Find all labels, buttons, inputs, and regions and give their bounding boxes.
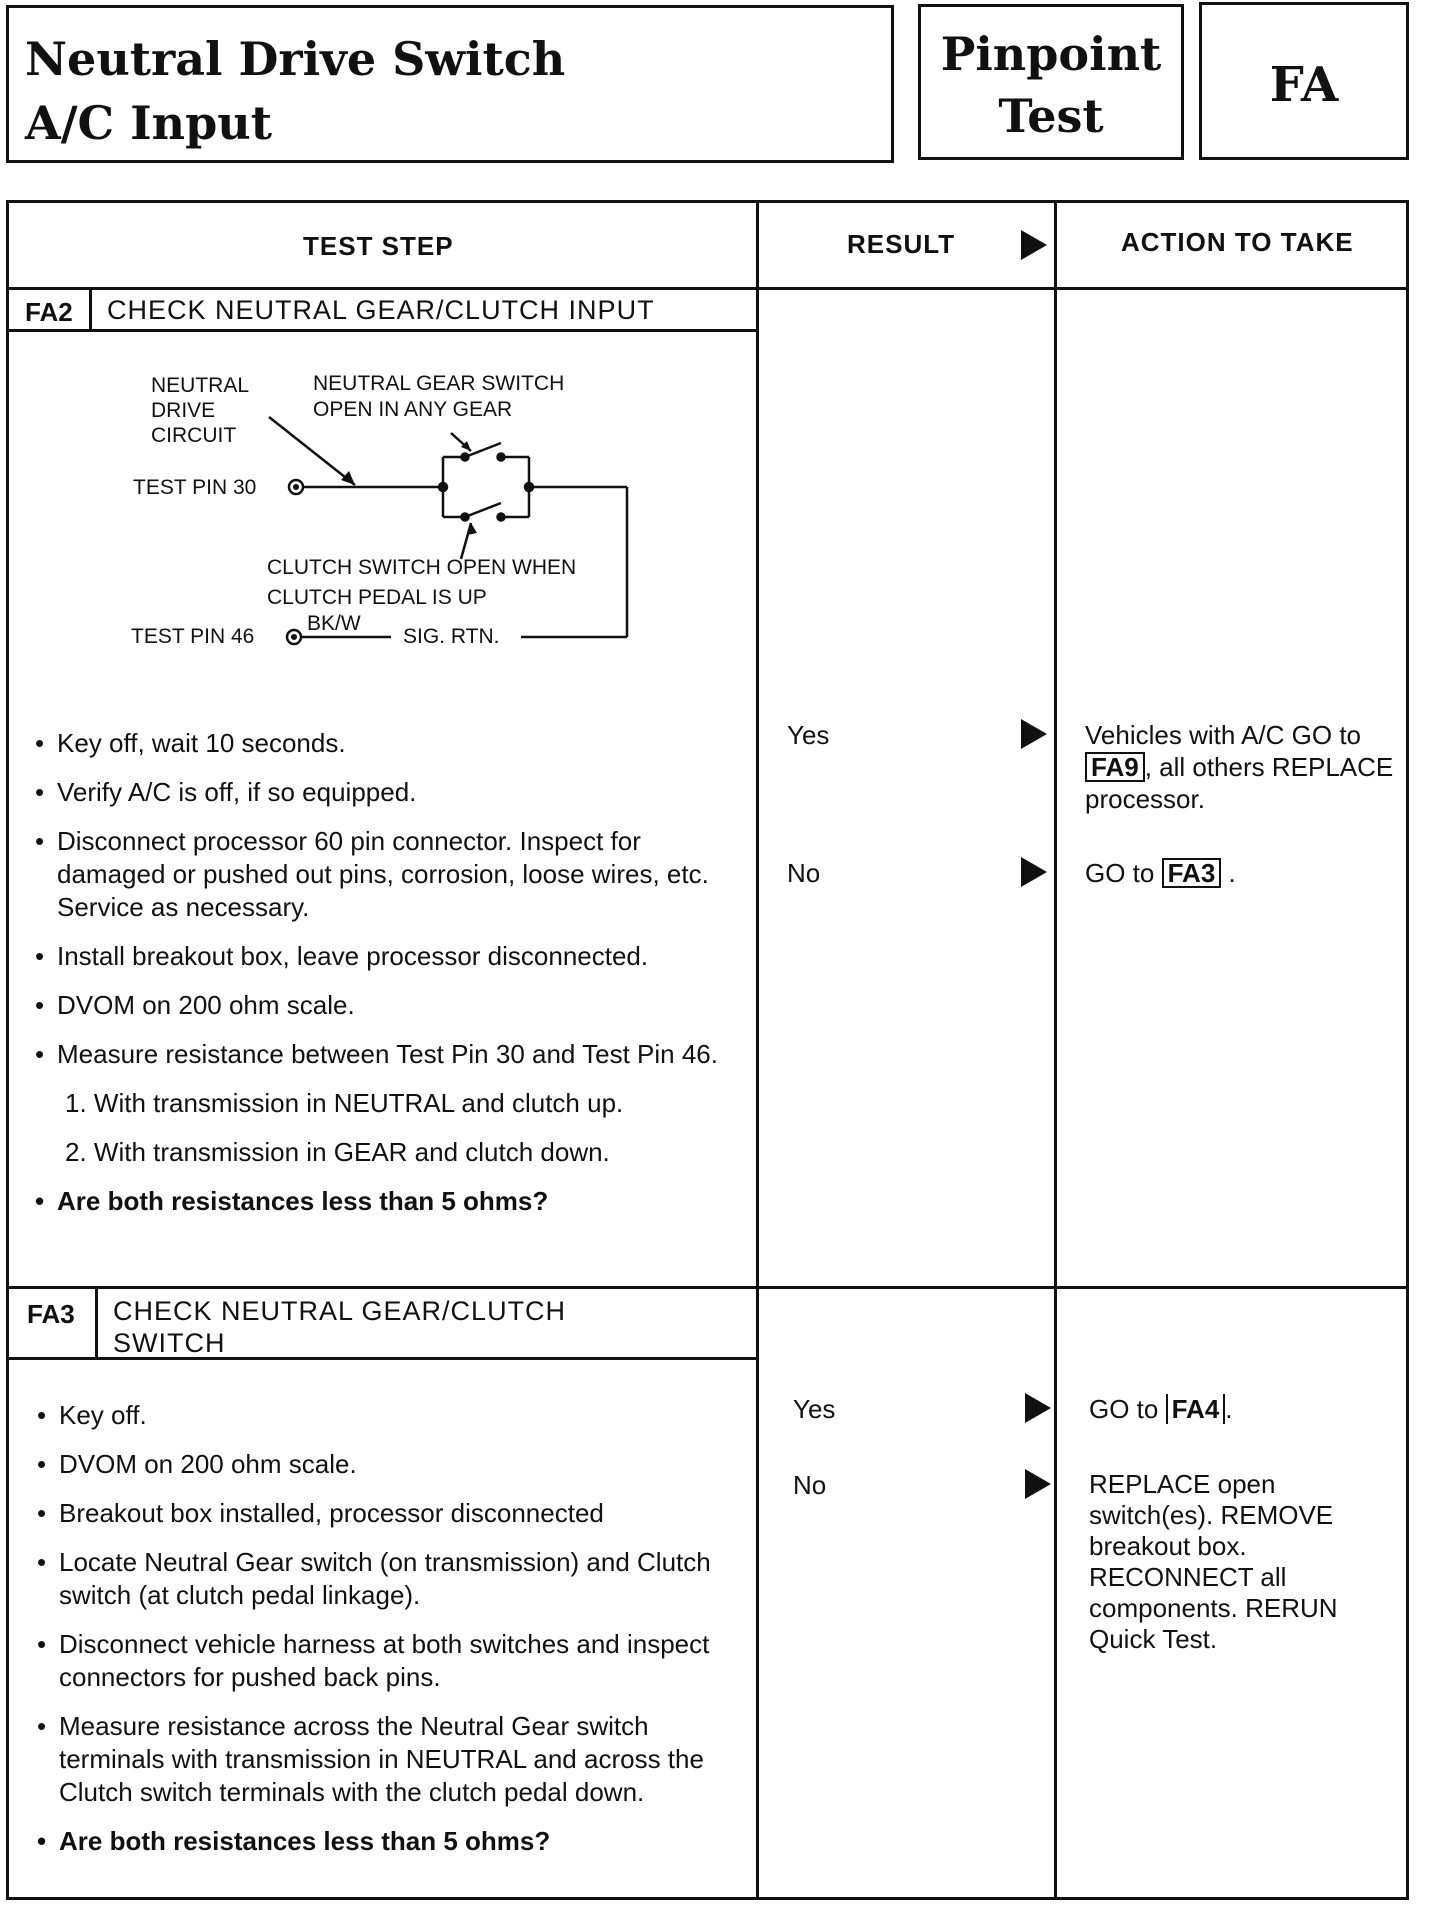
fa2-action-yes-text: Vehicles with A/C GO to bbox=[1085, 720, 1362, 750]
column-header-action: ACTION TO TAKE bbox=[1121, 227, 1354, 257]
fa2-id-divider bbox=[89, 287, 92, 331]
fa3-step-3: • Breakout box installed, processor disconnected bbox=[31, 1497, 731, 1530]
fa2-step-6-sub-2: 2. With transmission in GEAR and clutch down. bbox=[65, 1137, 610, 1167]
fa3-action-yes-text: GO to bbox=[1089, 1394, 1159, 1424]
diagram-label-wire-color: BK/W bbox=[307, 612, 361, 635]
fa2-step-5: • DVOM on 200 ohm scale. bbox=[29, 989, 739, 1022]
fa3-ref-fa4[interactable]: FA4 bbox=[1166, 1394, 1226, 1424]
fa3-step-1: • Key off. bbox=[31, 1399, 731, 1432]
test-code-badge bbox=[1199, 2, 1409, 160]
fa2-ref-fa3[interactable]: FA3 bbox=[1162, 858, 1222, 888]
fa3-action-yes bbox=[1089, 1393, 1233, 1425]
fa3-step-4: • Locate Neutral Gear switch (on transmission) and Clutch switch (at clutch pedal linkage). bbox=[31, 1546, 731, 1612]
diagram-label-drive: DRIVE bbox=[151, 399, 216, 422]
diagram-label-clutch-switch-1: CLUTCH SWITCH OPEN WHEN bbox=[267, 556, 577, 579]
column-divider-2 bbox=[1054, 203, 1057, 1897]
diagram-label-test-pin-30: TEST PIN 30 bbox=[133, 476, 257, 499]
fa2-question: • Are both resistances less than 5 ohms? bbox=[29, 1185, 739, 1218]
pinpoint-test-badge bbox=[918, 4, 1184, 160]
fa2-action-yes bbox=[1085, 719, 1395, 815]
column-divider-1 bbox=[756, 203, 759, 1897]
fa3-step-2: • DVOM on 200 ohm scale. bbox=[31, 1448, 731, 1481]
fa2-step-4: • Install breakout box, leave processor disconnected. bbox=[29, 940, 739, 973]
fa2-step-2: • Verify A/C is off, if so equipped. bbox=[29, 776, 739, 809]
column-header-test-step: TEST STEP bbox=[303, 231, 454, 261]
fa3-step-list bbox=[31, 1399, 731, 1858]
fa3-step-6: • Measure resistance across the Neutral Gear switch terminals with transmission in NEUTRAL and across the Clutch switch terminals with the clutch pedal down. bbox=[31, 1710, 731, 1809]
page-title-line2: A/C Input bbox=[25, 96, 272, 150]
fa2-step-3: • Disconnect processor 60 pin connector. Inspect for damaged or pushed out pins, corrosion, loose wires, etc. Service as necessary. bbox=[29, 825, 739, 924]
diagram-label-neutral-switch-2: OPEN IN ANY GEAR bbox=[313, 398, 513, 421]
fa2-result-no: No bbox=[787, 858, 821, 888]
pinpoint-table bbox=[6, 200, 1409, 1900]
fa2-ref-fa9[interactable]: FA9 bbox=[1085, 752, 1145, 782]
fa3-result-no: No bbox=[793, 1470, 827, 1500]
fa2-title-underline bbox=[9, 329, 756, 332]
diagram-label-test-pin-46: TEST PIN 46 bbox=[131, 625, 255, 648]
fa2-step-list bbox=[29, 727, 739, 1218]
diagram-label-neutral-switch-1: NEUTRAL GEAR SWITCH bbox=[313, 372, 565, 395]
diagram-label-neutral: NEUTRAL bbox=[151, 374, 250, 397]
diagram-label-clutch-switch-2: CLUTCH PEDAL IS UP bbox=[267, 586, 487, 609]
title-box bbox=[6, 5, 894, 163]
header-row-divider bbox=[9, 287, 1406, 290]
fa2-step-6-sub-1: 1. With transmission in NEUTRAL and clutch up. bbox=[65, 1088, 624, 1118]
fa3-question: • Are both resistances less than 5 ohms? bbox=[31, 1825, 731, 1858]
fa3-action-no: REPLACE open switch(es). REMOVE breakout box. RECONNECT all components. RERUN Quick Test. bbox=[1089, 1469, 1338, 1654]
fa3-no-arrow-icon bbox=[1025, 1469, 1051, 1499]
column-header-result: RESULT bbox=[847, 229, 956, 259]
fa2-action-no-text: GO to bbox=[1085, 858, 1155, 888]
fa3-id-divider bbox=[95, 1286, 98, 1359]
wiring-diagram bbox=[109, 363, 669, 663]
diagram-label-circuit: CIRCUIT bbox=[151, 424, 237, 447]
fa3-yes-arrow-icon bbox=[1025, 1393, 1051, 1423]
fa2-step-6: • Measure resistance between Test Pin 30 and Test Pin 46. bbox=[29, 1038, 739, 1071]
fa2-action-yes-text-2: , all others REPLACE processor. bbox=[1085, 752, 1394, 814]
fa2-action-no-text-2: . bbox=[1228, 858, 1236, 888]
fa2-step-id: FA2 bbox=[25, 297, 73, 327]
test-code: FA bbox=[1269, 57, 1339, 113]
arrow-right-icon bbox=[1021, 230, 1047, 260]
fa3-action-yes-text-2: . bbox=[1225, 1394, 1233, 1424]
fa2-result-yes: Yes bbox=[787, 720, 830, 750]
fa3-step-title: CHECK NEUTRAL GEAR/CLUTCH SWITCH bbox=[113, 1296, 567, 1358]
fa2-no-arrow-icon bbox=[1021, 857, 1047, 887]
fa2-yes-arrow-icon bbox=[1021, 719, 1047, 749]
fa2-action-no bbox=[1085, 857, 1236, 889]
fa3-step-id: FA3 bbox=[27, 1299, 75, 1329]
page-title-line1: Neutral Drive Switch bbox=[25, 32, 566, 86]
fa3-step-5: • Disconnect vehicle harness at both switches and inspect connectors for pushed back pins. bbox=[31, 1628, 731, 1694]
badge-line2: Test bbox=[998, 89, 1104, 143]
fa3-result-yes: Yes bbox=[793, 1394, 836, 1424]
diagram-label-sig-rtn: SIG. RTN. bbox=[403, 625, 500, 648]
fa2-step-title: CHECK NEUTRAL GEAR/CLUTCH INPUT bbox=[107, 295, 655, 325]
badge-line1: Pinpoint bbox=[940, 27, 1162, 81]
fa3-section-divider bbox=[9, 1286, 1406, 1289]
fa2-step-1: • Key off, wait 10 seconds. bbox=[29, 727, 739, 760]
